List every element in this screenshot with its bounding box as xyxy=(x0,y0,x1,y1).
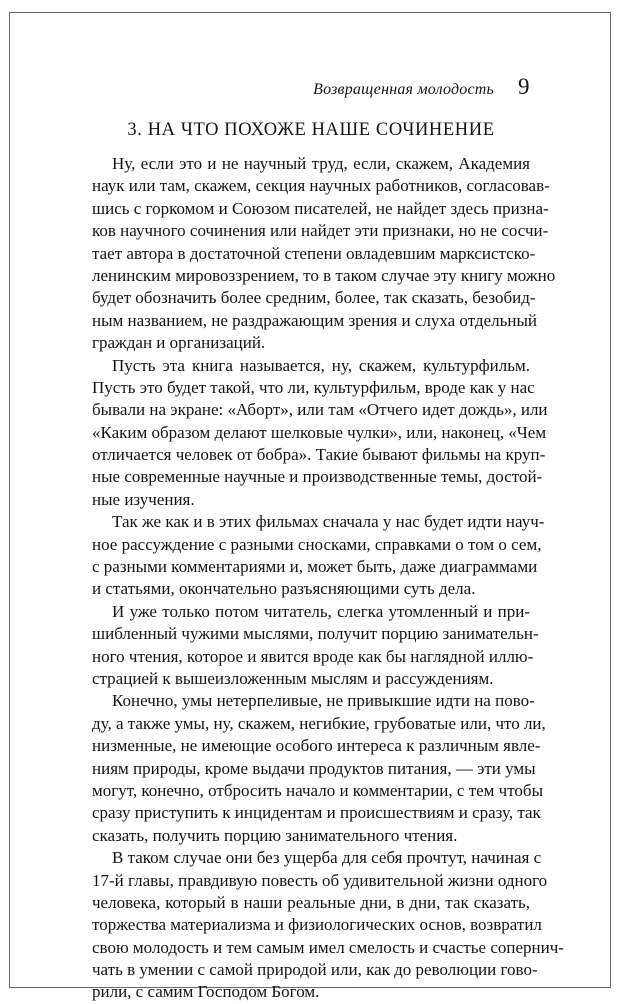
text-line: 17-й главы, правдивую повесть об удивительной жизни одного xyxy=(92,870,548,890)
text-line: ные изучения. xyxy=(92,489,195,509)
text-line: В таком случае они без ущерба для себя прочтут, начиная с xyxy=(112,848,542,868)
text-line: и статьями, окончательно разъясняющими суть дела. xyxy=(92,579,476,599)
paragraph xyxy=(92,847,564,1004)
text-line: шись с горкомом и Союзом писателей, не найдет здесь призна- xyxy=(92,198,549,218)
paragraph xyxy=(92,153,556,355)
text-line: рили, с самим Господом Богом. xyxy=(92,982,320,1002)
text-line: тает автора в достаточной степени овладевшим марксистско- xyxy=(92,243,536,263)
text-line: «Каким образом делают шелковые чулки», или, наконец, «Чем xyxy=(92,422,547,442)
text-line: сразу приступить к инцидентам и происшествиям и сразу, так xyxy=(92,803,541,823)
text-line: граждан и организаций. xyxy=(92,333,266,353)
text-line: бывали на экране: «Аборт», или там «Отчего идет дождь», или xyxy=(92,400,548,420)
text-line: ным названием, не раздражающим зрения и слуха отдельный xyxy=(92,310,537,330)
text-line: торжества материализма и физиологических основ, возвратил xyxy=(92,915,542,935)
paragraph xyxy=(92,690,546,847)
text-line: Конечно, умы нетерпеливые, не привыкшие идти на пово- xyxy=(112,691,535,711)
text-line: с разными комментариями и, может быть, даже диаграммами xyxy=(92,557,538,577)
text-line: ное рассуждение с разными сносками, справками о том о сем, xyxy=(92,534,542,554)
paragraph xyxy=(92,355,548,512)
text-line: Пусть это будет такой, что ли, культурфильм, вроде как у нас xyxy=(92,377,535,397)
text-line: отличается человек от бобра». Такие бывают фильмы на круп- xyxy=(92,445,546,465)
text-line: ленинским мировоззрением, то в таком случае эту книгу можно xyxy=(92,265,556,285)
running-title: Возвращенная молодость xyxy=(313,81,494,98)
body-text xyxy=(92,153,564,1004)
text-line: ного чтения, которое и явится вроде как бы наглядной иллю- xyxy=(92,646,534,666)
text-line: ные современные научные и производственные темы, достой- xyxy=(92,467,543,487)
running-head xyxy=(0,74,622,104)
text-line: шибленный чужими мыслями, получит порцию занимательн- xyxy=(92,624,539,644)
text-line: И уже только потом читатель, слегка утомленный и при- xyxy=(112,601,530,621)
text-line: человека, который в наши реальные дни, в дни, так сказать, xyxy=(92,892,530,912)
text-line: наук или там, скажем, секция научных работников, согласовав- xyxy=(92,176,550,196)
text-line: ниям природы, кроме выдачи продуктов питания, — эти умы xyxy=(92,758,536,778)
text-line: сказать, получить порцию занимательного чтения. xyxy=(92,825,458,845)
text-line: будет обозначить более средним, более, так сказать, безобид- xyxy=(92,288,536,308)
text-line: Пусть эта книга называется, ну, скажем, культурфильм. xyxy=(112,355,530,375)
text-line: Ну, если это и не научный труд, если, скажем, Академия xyxy=(112,154,530,173)
text-line: свою молодость и тем самым имел смелость и счастье сопернич- xyxy=(92,937,564,957)
paragraph xyxy=(92,601,539,691)
text-line: могут, конечно, отбросить начало и комментарии, с тем чтобы xyxy=(92,780,543,800)
page-number: 9 xyxy=(518,74,530,99)
chapter-title: 3. НА ЧТО ПОХОЖЕ НАШЕ СОЧИНЕНИЕ xyxy=(127,120,495,140)
text-line: низменные, не имеющие особого интереса к различным явле- xyxy=(92,736,541,756)
text-line: ков научного сочинения или найдет эти признаки, но не сосчи- xyxy=(92,221,549,241)
paragraph xyxy=(92,511,545,601)
text-line: чать в умении с самой природой или, как до революции гово- xyxy=(92,960,538,980)
text-line: страцией к вышеизложенным мыслям и рассуждениям. xyxy=(92,668,494,688)
text-line: ду, а также умы, ну, скажем, негибкие, грубоватые или, что ли, xyxy=(92,713,546,733)
text-line: Так же как и в этих фильмах сначала у нас будет идти науч- xyxy=(112,512,545,532)
